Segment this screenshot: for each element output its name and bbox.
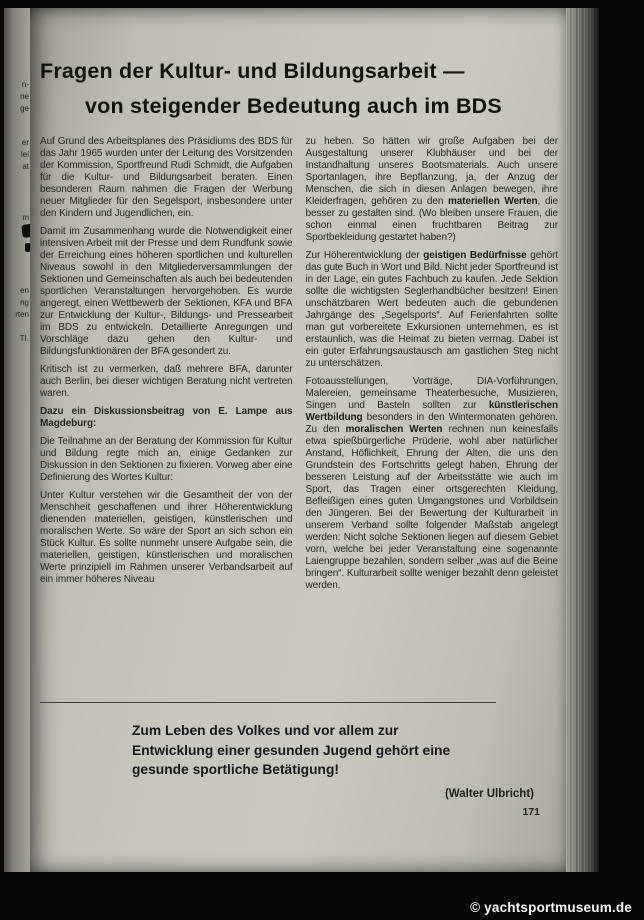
paragraph: Die Teilnahme an der Beratung der Kommission für Kultur und Bildung regte mich an, einige Gedanken zur Diskussion in den Sektionen zu fixieren. Vorweg aber eine Definierung des Wortes Kultur: bbox=[40, 436, 293, 483]
book-page-edges bbox=[566, 8, 599, 872]
article-title-line2: von steigender Bedeutung auch im BDS bbox=[85, 94, 502, 118]
article-body bbox=[40, 136, 558, 696]
edge-text-fragment: ge bbox=[20, 104, 29, 113]
quote-attribution: (Walter Ulbricht) bbox=[444, 787, 534, 800]
edge-text-fragment: TI. bbox=[19, 334, 29, 343]
edge-text-fragment: en bbox=[20, 286, 29, 295]
emphasis-text: materiellen Werten bbox=[448, 196, 538, 207]
edge-text-fragment: at bbox=[22, 162, 29, 171]
edge-text-fragment: n- bbox=[21, 80, 29, 89]
article-title-line1: Fragen der Kultur- und Bildungsarbeit — bbox=[40, 59, 465, 83]
edge-text-fragment: rten bbox=[15, 310, 29, 319]
edge-text-fragment: ng bbox=[20, 298, 29, 307]
edge-text-fragment: ne bbox=[20, 92, 29, 101]
text-run: , die besser zu gestalten sind. (Wo bleiben unsere Frauen, die schon einmal einen fruchtbaren Beitrag zur Sportbekleidung gestartet haben?) bbox=[305, 196, 558, 243]
article-title bbox=[40, 54, 558, 124]
right-column bbox=[306, 136, 559, 598]
paragraph bbox=[306, 136, 559, 244]
previous-page-edge bbox=[4, 8, 30, 872]
quote-text: Zum Leben des Volkes und vor allem zur Entwicklung einer gesunden Jugend gehört eine gesunde sportliche Betätigung! bbox=[132, 723, 451, 777]
text-run: Fotoausstellungen, Vorträge, DIA-Vorführungen, Malereien, gemeinsame Theaterbesuche, Musizieren, Singen und Basteln sollten zur bbox=[305, 376, 558, 411]
edge-text-fragment: er bbox=[21, 138, 29, 147]
quote-block bbox=[132, 721, 534, 800]
watermark: © yachtsportmuseum.de bbox=[470, 900, 632, 915]
divider-rule bbox=[40, 702, 496, 703]
text-run: zu heben. So hätten wir große Aufgaben bei der Ausgestaltung unserer Klubhäuser und bei der Instandhaltung unseres Bootsmaterials. Auch unsere Sportanlagen, ihre Bepflanzung, ja, der Anzug der Menschen, die sich in diesen Anlagen bewegen, ihre Kleiderfragen, gehören zu den bbox=[305, 136, 558, 207]
emphasis-text: moralischen Werten bbox=[345, 424, 443, 435]
text-run: rechnen nun keinesfalls etwa spießbürgerliche Prüderie, wohl aber natürlicher Anstand, Höflichkeit, Ehrung der Alten, die uns den Grundstein des Fortschritts gelegt haben, Ehrung der besseren Leistung auf der Arbeitsstätte wie auch im Sport, das Tragen einer ortsgerechten Kleidung, Befleißigen eines guten Umgangstones und Vorbildsein den Jüngeren. Bei der Bewertung der Kulturarbeit in unserem Verband sollte folgender Maßstab angelegt werden: Nicht solche Sektionen liegen auf diesem Gebiet vorn, welche bei jeder Veranstaltung eine sogenannte Laiengruppe bezahlen, sondern selber „was auf die Beine bringen“. Kulturarbeit sollte weniger bezahlt denn geleistet werden. bbox=[305, 424, 558, 591]
emphasis-text: geistigen Bedürfnisse bbox=[423, 250, 527, 261]
discussion-heading: Dazu ein Diskussionsbeitrag von E. Lampe aus Magdeburg: bbox=[40, 406, 293, 429]
edge-text-fragment: m bbox=[22, 213, 29, 222]
text-run: gehört das gute Buch in Wort und Bild. Nicht jeder Sportfreund ist in der Lage, ein gutes Fachbuch zu kaufen. Jede Sektion sollte die wichtigsten Seglerhandbücher besitzen! Einen unschätzbaren Wert bedeuten auch die gebundenen Jahrgänge des „Segelsports“. Auf Ferienfahrten sollte man gut vorbereitete Exkursionen unternehmen, es ist erstaunlich, was die Heimat zu bieten vermag. Dabei ist ein guter Erfahrungsaustausch am gastlichen Steg nicht zu unterschätzen. bbox=[305, 250, 559, 369]
emphasis-text: künstlerischen Wertbildung bbox=[305, 400, 558, 423]
edge-text-fragment: lei bbox=[20, 150, 29, 159]
paragraph bbox=[306, 376, 559, 592]
text-run: besonders in den Wintermonaten gehören. Zu den bbox=[305, 412, 558, 435]
paragraph: Damit im Zusammenhang wurde die Notwendigkeit einer intensiven Arbeit mit der Presse und dem Rundfunk sowie der Erreichung eines höheren sportlichen und kulturellen Niveaus sowohl in den Mitgliederversammlungen der Sektionen und Gemeinschaften als auch bei bedeutenden sportlichen Veranstaltungen hervorgehoben. Es wurde angeregt, einen Wettbewerb der Sektionen, KFA und BFA zur Entwicklung der Kultur-, Bildungs- und Pressearbeit im BDS zu entwickeln. Detaillierte Anregungen und Vorschläge dazu gehen den Kultur- und Bildungsfunktionären der BFA gesondert zu. bbox=[40, 226, 293, 357]
page-content bbox=[40, 8, 558, 800]
page-number: 171 bbox=[522, 806, 540, 818]
paragraph: Unter Kultur verstehen wir die Gesamtheit der von der Menschheit geschaffenen und ihrer Höherentwicklung dienenden materiellen, geistigen, künstlerischen und moralischen Werte. So wäre der Sport an sich schon ein Stück Kultur. Es sollte nunmehr unsere Aufgabe sein, die materiellen, geistigen, künstlerischen und moralischen Werte prinzipiell im Rahmen unserer Verbandsarbeit auf ein immer höheres Niveau bbox=[40, 490, 293, 585]
paragraph: Auf Grund des Arbeitsplanes des Präsidiums des BDS für das Jahr 1965 wurden unter der Leitung des Vorsitzenden der Kommission, Sportfreund Rudi Schmidt, die Aufgaben für die Kultur- und Bildungsarbeit beraten. Einen besonderen Raum nahmen die Fragen der Werbung neuer Mitglieder für den Segelsport, insbesondere unter den Kindern und Jugendlichen, ein. bbox=[40, 136, 293, 219]
magazine-page bbox=[30, 8, 566, 872]
text-run: Zur Höherentwicklung der bbox=[305, 250, 424, 261]
left-column bbox=[40, 136, 293, 592]
paragraph: Kritisch ist zu vermerken, daß mehrere BFA, darunter auch Berlin, bei dieser wichtigen Beratung nicht vertreten waren. bbox=[40, 364, 293, 399]
paragraph bbox=[306, 250, 559, 370]
